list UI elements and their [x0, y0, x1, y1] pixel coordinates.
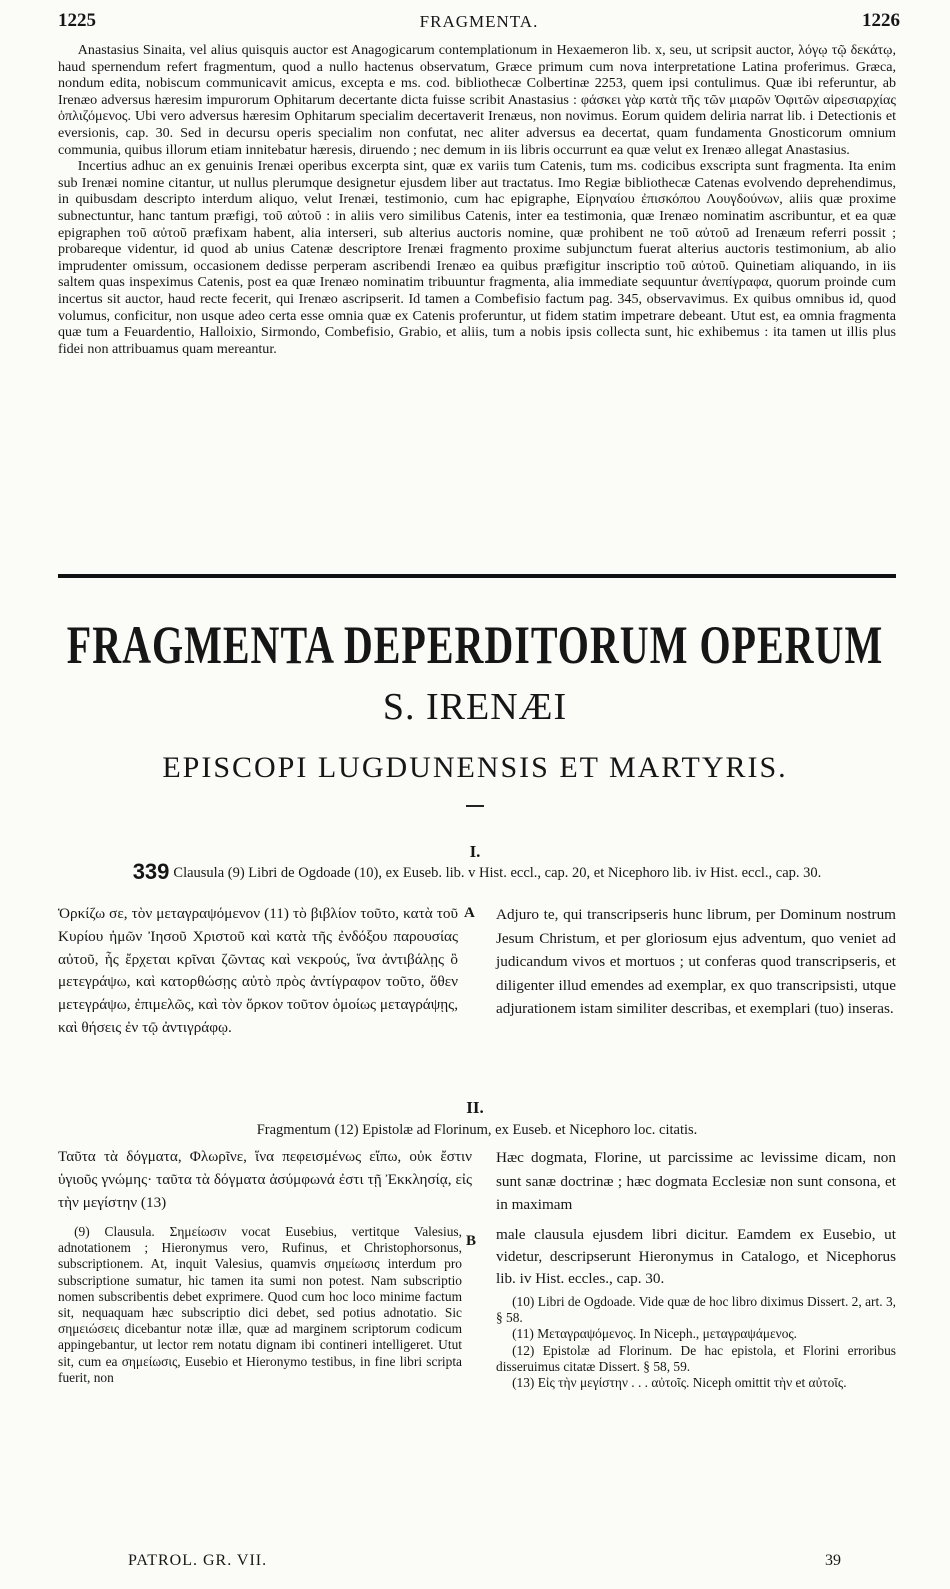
section-1-greek-text — [58, 903, 458, 1040]
title-dash — [466, 805, 484, 807]
section-2-latin-cont-paragraph: male clausula ejusdem libri dicitur. Eamdem ex Eusebio, ut videtur, descripserunt Hieronymus in Catalogo, et Nicephorus lib. iv Hist. eccles., cap. 30. — [496, 1226, 896, 1287]
section-2-latin-paragraph: Hæc dogmata, Florine, ut parcissime ac levissime dicam, non sunt sanæ doctrinæ ; hæc dogmata Ecclesiæ non sunt consona, et in maximam — [496, 1149, 896, 1213]
running-head — [58, 10, 900, 38]
right-column-number: 1226 — [862, 10, 900, 31]
section-2-heading: Fragmentum (12) Epistolæ ad Florinum, ex Euseb. et Nicephoro loc. citatis. — [256, 1122, 698, 1138]
section-1-heading-text: Clausula (9) Libri de Ogdoade (10), ex Euseb. lib. v Hist. eccl., cap. 20, et Nicephoro lib. iv Hist. eccl., cap. 30. — [173, 865, 822, 881]
section-1-latin-paragraph: Adjuro te, qui transcripseris hunc librum, per Dominum nostrum Jesum Christum, et per gloriosum ejus adventum, quo veniet ad judicandum vivos et mortuos ; ut conferas quod transcripseris, et diligenter illud emendes ad exemplar, ex quo transcripsisti, utque adjurationem istam similiter describas, et exemplari (tuo) inseras. — [496, 906, 896, 1017]
section-divider-rule — [58, 574, 896, 578]
section-2-latin-continuation — [496, 1224, 896, 1290]
left-column-number: 1225 — [58, 10, 96, 31]
section-2-numeral: II. — [466, 1098, 484, 1117]
section-1-heading — [58, 859, 896, 884]
section-2-greek-paragraph: Ταῦτα τὰ δόγματα, Φλωρῖνε, ἵνα πεφεισμένως εἴπω, οὐκ ἔστιν ὑγιοῦς γνώμης· ταῦτα τὰ δόγματα ἀσύμφωνά ἐστι τῇ Ἐκκλησίᾳ, εἰς τὴν μεγίστην (13) — [58, 1148, 472, 1211]
section-2-latin-text — [496, 1146, 896, 1217]
author-subtitle: EPISCOPI LUGDUNENSIS ET MARTYRIS. — [162, 751, 788, 784]
note-11: (11) Μεταγραψόμενος. In Niceph., μεταγραψάμενος. — [512, 1326, 798, 1342]
notes-left — [58, 1224, 462, 1386]
note-12: (12) Epistolæ ad Florinum. De hac epistola, et Florini erroribus disseruimus citatæ Dissert. § 58, 59. — [496, 1342, 896, 1374]
page-footer — [58, 1552, 896, 1574]
section-2-greek-text — [58, 1146, 472, 1214]
intro-paragraph-1: Anastasius Sinaita, vel alius quisquis auctor est Anagogicarum contemplationum in Hexaemeron lib. x, seu, ut scripsit auctor, λόγῳ τῷ δεκάτῳ, haud spernendum refert fragmentum, quod a nullo hactenus observatum, Græce primum cum nova interpretatione Latina proferimus. Græca, nondum edita, nobiscum communicavit amicus, excepta e ms. cod. bibliothecæ Colbertinæ 2253, quem ipsi contulimus. Quæ ibi referuntur, ab Irenæo adversus hæresim impurorum Ophitarum decertante dicta fuisse scribit Anastasius : φάσκει γὰρ κατὰ τῆς τῶν μιαρῶν Ὀφιτῶν αἱρεσιαρχίας ὁπλιζόμενος. Ubi vero adversus hæresim Ophitarum specialim decertaverit Irenæus, non novimus. Eorum quidem deliria narrat lib. i Detectionis et eversionis, cap. 30. Sed in decursu operis specialim non confutat, nec aliter adversus ea decertat, quam fundamenta Gnosticorum omnium communia, quibus illorum etiam innitebatur hæresis, diruendo ; nec demum in iis libris occurrunt ea quæ velut ex Irenæo allegat Anastasius. — [58, 42, 896, 158]
column-number-339: 339 — [132, 859, 170, 884]
notes-right — [496, 1294, 896, 1391]
footer-signature: 39 — [825, 1552, 841, 1569]
note-10: (10) Libri de Ogdoade. Vide quæ de hoc libro diximus Dissert. 2, art. 3, § 58. — [496, 1294, 896, 1326]
section-1-latin-text — [496, 903, 896, 1021]
section-1-greek-paragraph: Ὁρκίζω σε, τὸν μεταγραψόμενον (11) τὸ βιβλίον τοῦτο, κατὰ τοῦ Κυρίου ἡμῶν Ἰησοῦ Χριστοῦ καὶ κατὰ τῆς ἐνδόξου παρουσίας αὐτοῦ, ἧς ἔρχεται κρῖναι ζῶντας καὶ νεκρούς, ἵνα ἀντιβάλῃς ὃ μετεγράψω, καὶ κατορθώσῃς αὐτὸ πρὸς ἀντίγραφον τοῦτο, ὅθεν μετεγράψω, ἐπιμελῶς, καὶ τὸν ὅρκον τοῦτον ὁμοίως μεταγράψῃς, καὶ θήσεις ἐν τῷ ἀντιγράφῳ. — [58, 905, 458, 1036]
intro-paragraph-2: Incertius adhuc an ex genuinis Irenæi operibus excerpta sint, quæ ex variis tum Catenis, tum ms. codicibus exscripta sunt fragmenta. Ita enim sub Irenæi nomine citantur, ut nullus plerumque designetur ejusdem liber aut tractatus. Imo Regiæ bibliothecæ Catenas evolvendo deprehendimus, in quibusdam descripto interdum aliquo, velut Irenæi, testimonio, cum hac epigraphe, Εἰρηναίου ἐπισκόπου Λουγδούνων, aliis quæ proxime subnectuntur, hanc tantum præfigi, τοῦ αὐτοῦ : in aliis vero similibus Catenis, inter ea testimonia, quæ Irenæo nominatim ascribuntur, et ea quæ epigraphen τοῦ αὐτοῦ præfixam habent, alia interseri, sub alterius auctoris nomine, quæ prohibent ne τοῦ αὐτοῦ ad Irenæum referri possit ; probareque videntur, id quod ab unius Catenæ descriptore Irenæi fragmento proxime subjunctum fuerat alterius auctoris testimonium, ab alio imprudenter omissum, occasionem dedisse perperam ascribendi Irenæo ea quibus præfigitur inscriptio τοῦ αὐτοῦ. Quinetiam aliquando, in iis saltem quas inspeximus Catenis, post ea quæ Irenæo nominatim tribuuntur fragmenta, alia immediate sequuntur ἀνεπίγραφα, quorum proinde cum incertus sit auctor, haud recte fecerit, qui Irenæo ascripserit. Id tamen a Combefisio factum pag. 345, observavimus. Ex quibus omnibus id, quod volumus, conficitur, non usque adeo certa esse omnia quæ ex Catenis proferuntur, ut fidem statim impetrare debeant. Utut est, ea omnia fragmenta quæ tum a Feuardentio, Halloixio, Sirmondo, Combefisio, Grabio, et aliis, tum a nobis ipsis collecta sunt, hic exhibemus : ita tamen ut illis plus fidei non attribuamus quam mereantur. — [58, 158, 896, 357]
intro-text — [58, 42, 896, 357]
author-title: S. IRENÆI — [382, 686, 568, 728]
column-marker-a: A — [464, 905, 475, 921]
note-9: (9) Clausula. Σημείωσιν vocat Eusebius, vertitque Valesius, adnotationem ; Hieronymus vero, Rufinus, et Christophorsonus, subscriptionem. At, inquit Valesius, quamvis σημείωσις interdum pro subscriptione sumatur, hic tamen ita sumi non potest. Nam subscriptio nomen subscribentis debet exprimere. Quod cum hoc loco minime factum sit, nequaquam hæc subscriptio dici debet, sed potius adnotatio. Sic σημειώσεις dicebantur notæ illæ, quæ ad marginem scriptorum codicum appingebantur, ut lector rem notatu dignam ibi contineri intelligeret. Utut sit, cum ea σημείωσις, Eusebio et Hieronymo testibus, in fine libri scripta fuerit, non — [58, 1224, 462, 1385]
footer-volume: PATROL. GR. VII. — [128, 1552, 268, 1569]
column-marker-b: B — [466, 1233, 477, 1249]
note-13: (13) Εἰς τὴν μεγίστην . . . αὐτοῖς. Niceph omittit τὴν et αὐτοῖς. — [512, 1375, 847, 1391]
main-title: FRAGMENTA DEPERDITORUM OPERUM — [66, 614, 884, 676]
running-title: FRAGMENTA. — [419, 12, 539, 31]
section-1-numeral: I. — [469, 842, 481, 861]
